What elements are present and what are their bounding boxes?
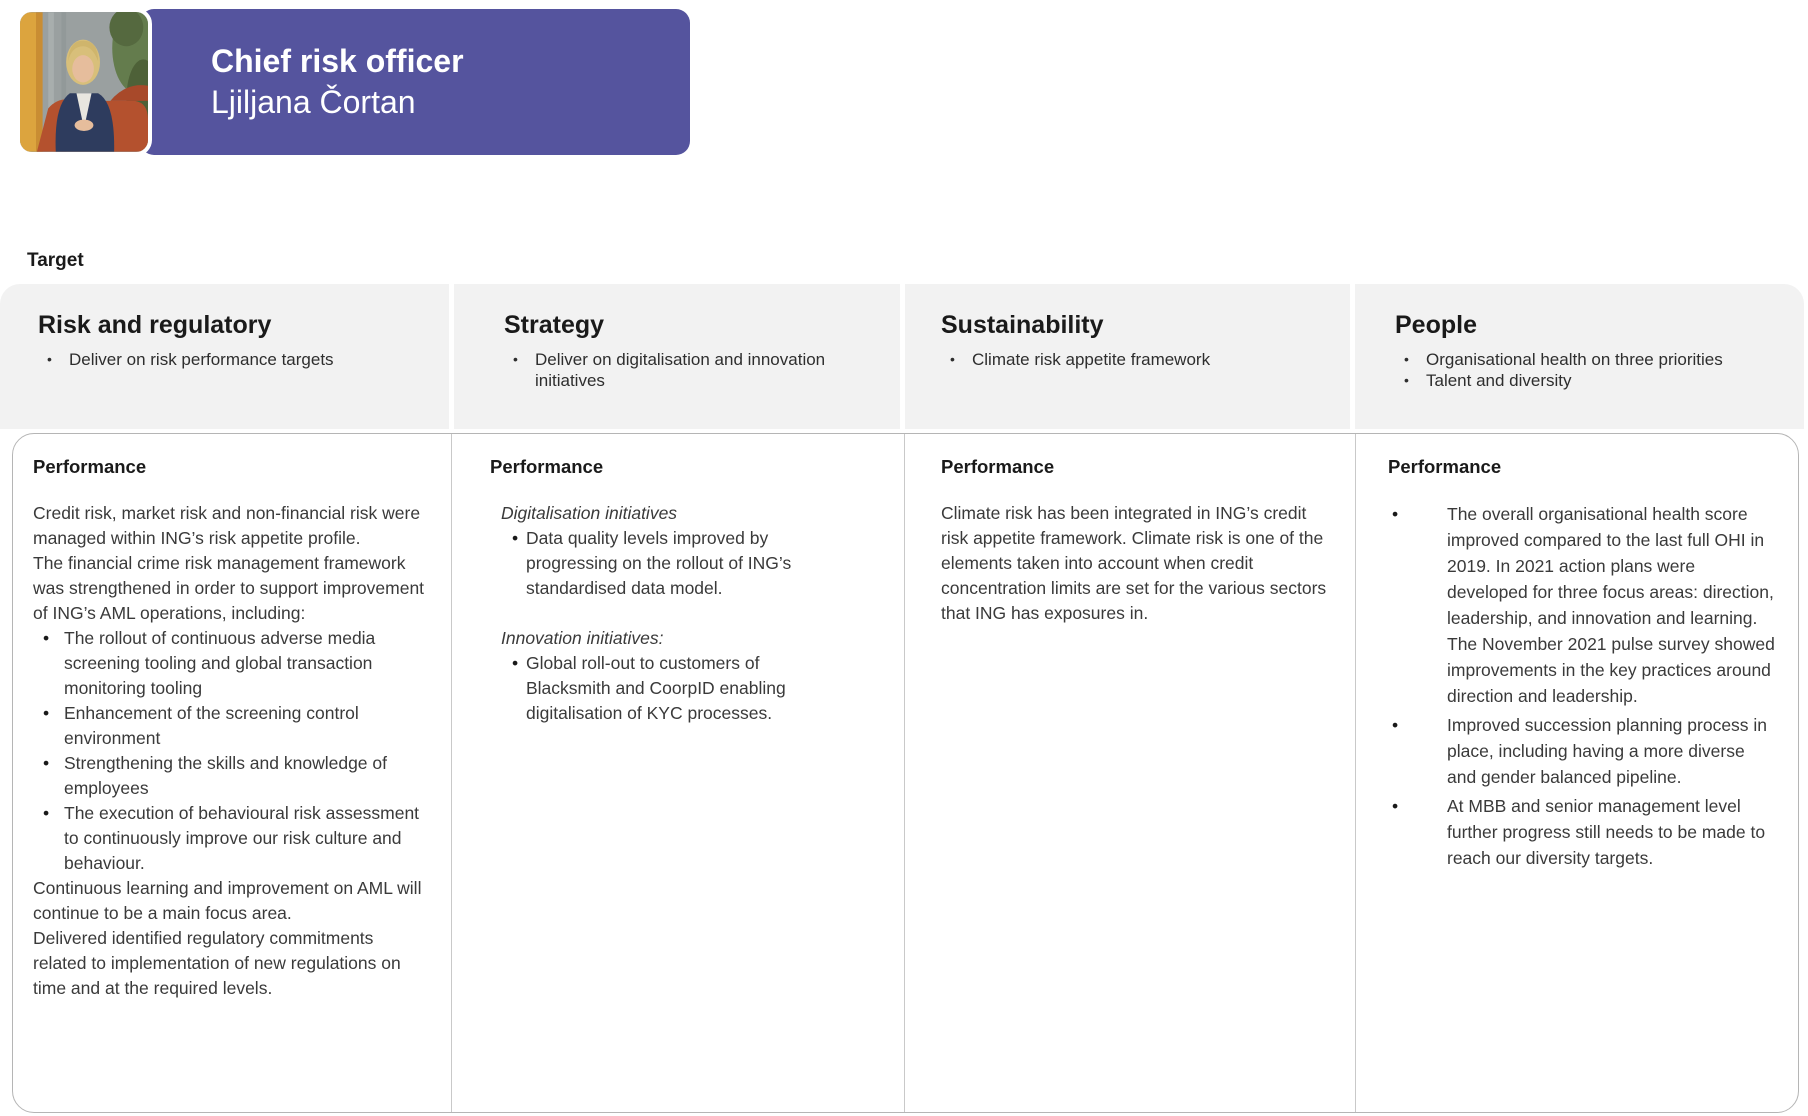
target-bullet: • Talent and diversity — [1395, 370, 1784, 391]
performance-heading: Performance — [490, 456, 604, 477]
target-label: Target — [27, 250, 84, 271]
target-card-title: Sustainability — [941, 311, 1104, 339]
performance-sustainability — [904, 434, 1355, 1112]
performance-bullet: • At MBB and senior management level further progress still needs to be made to reach our diversity targets. — [1388, 793, 1775, 871]
performance-heading: Performance — [33, 456, 147, 477]
performance-bullet-list — [33, 626, 427, 876]
target-bullet-list — [1395, 349, 1784, 391]
performance-people — [1355, 434, 1799, 1112]
performance-subheading: Digitalisation initiatives — [501, 503, 678, 523]
performance-bullet-list — [1388, 501, 1775, 871]
person-name: Ljiljana Čortan — [211, 84, 416, 120]
target-card-risk-and-regulatory — [0, 284, 449, 429]
performance-bullet: • Strengthening the skills and knowledge of employees — [33, 751, 427, 801]
performance-risk-and-regulatory — [13, 434, 451, 1112]
header-banner — [140, 9, 690, 155]
page-title: Chief risk officer — [211, 43, 464, 79]
target-card-people — [1355, 284, 1804, 429]
performance-strategy — [451, 434, 904, 1112]
performance-bullet-list — [490, 651, 884, 726]
performance-bullet: • Improved succession planning process in place, including having a more diverse and gender balanced pipeline. — [1388, 712, 1775, 790]
performance-bullet: • Data quality levels improved by progressing on the rollout of ING’s standardised data model. — [490, 526, 828, 601]
target-bullet-list — [941, 349, 1320, 370]
performance-paragraph: Climate risk has been integrated in ING’s credit risk appetite framework. Climate risk is one of the elements taken into account when credit concentration limits are set for the various sectors that ING has exposures in. — [941, 503, 1327, 623]
performance-bullet: • Global roll-out to customers of Blacksmith and CoorpID enabling digitalisation of KYC processes. — [490, 651, 828, 726]
target-bullet: • Climate risk appetite framework — [941, 349, 1320, 370]
target-bullet-list — [38, 349, 419, 370]
performance-paragraph: Delivered identified regulatory commitments related to implementation of new regulations on time and at the required levels. — [33, 928, 401, 998]
target-bullet: • Organisational health on three priorities — [1395, 349, 1784, 370]
target-card-title: Risk and regulatory — [38, 311, 272, 339]
target-card-title: Strategy — [504, 311, 605, 339]
performance-box — [12, 433, 1799, 1113]
target-bullet: • Deliver on risk performance targets — [38, 349, 419, 370]
face — [72, 55, 94, 82]
target-card-strategy — [454, 284, 900, 429]
performance-paragraph: Continuous learning and improvement on AML will continue to be a main focus area. — [33, 878, 422, 923]
target-bullet-list — [504, 349, 870, 391]
performance-paragraph: The financial crime risk management framework was strengthened in order to support improvement of ING’s AML operations, including: — [33, 553, 425, 623]
performance-heading: Performance — [941, 456, 1055, 477]
performance-bullet: • The execution of behavioural risk assessment to continuously improve our risk culture and behaviour. — [33, 801, 427, 876]
target-card-sustainability — [905, 284, 1350, 429]
performance-subheading: Innovation initiatives: — [501, 628, 664, 648]
target-row — [0, 284, 1804, 429]
performance-bullet: • The rollout of continuous adverse media screening tooling and global transaction monitoring tooling — [33, 626, 427, 701]
target-card-title: People — [1395, 311, 1477, 339]
performance-bullet-list — [490, 526, 884, 601]
photo-illustration — [20, 12, 148, 152]
performance-heading: Performance — [1388, 456, 1502, 477]
cro-photo — [16, 8, 152, 156]
hands — [75, 120, 94, 131]
performance-paragraph: Credit risk, market risk and non-financial risk were managed within ING’s risk appetite profile. — [33, 503, 421, 548]
target-bullet: • Deliver on digitalisation and innovation initiatives — [504, 349, 870, 391]
performance-bullet: • The overall organisational health score improved compared to the last full OHI in 2019. In 2021 action plans were developed for three focus areas: direction, leadership, and innovation and learning. The November 2021 pulse survey showed improvements in the key practices around direction and leadership. — [1388, 501, 1775, 709]
performance-bullet: • Enhancement of the screening control environment — [33, 701, 427, 751]
